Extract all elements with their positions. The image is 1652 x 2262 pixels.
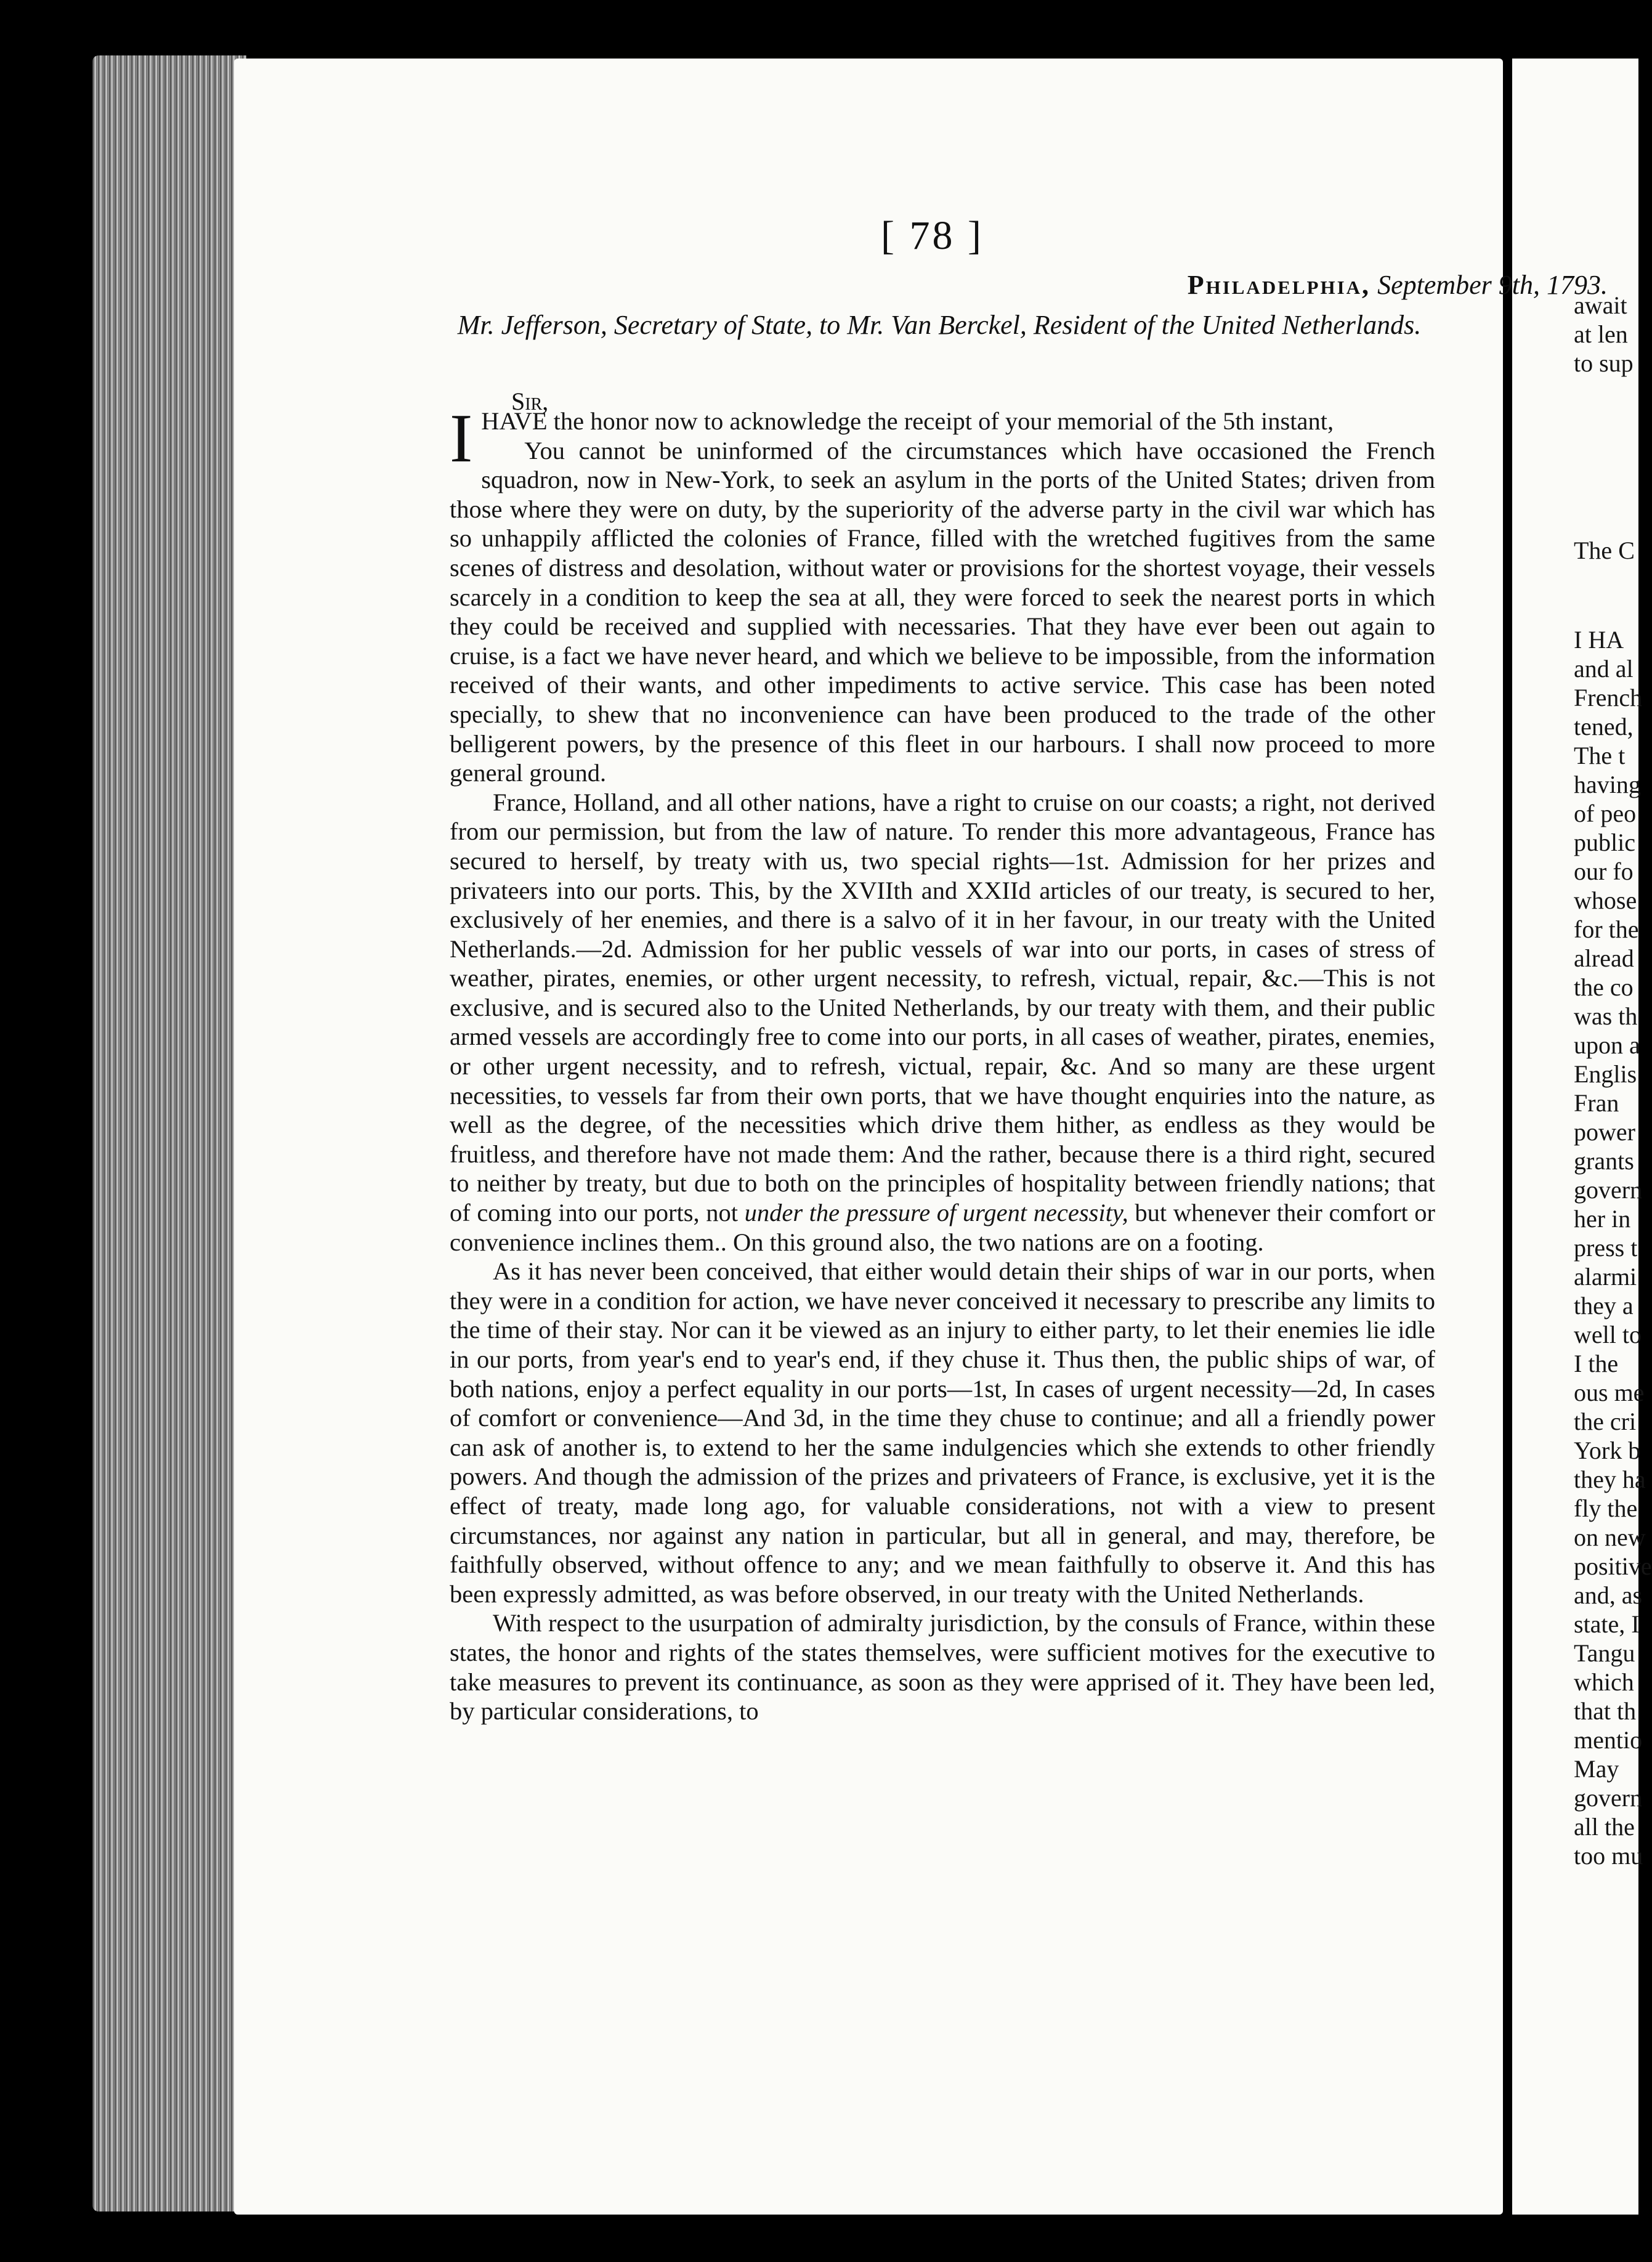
- right-page-line: well to: [1574, 1321, 1642, 1348]
- right-page-line: tened,: [1574, 713, 1634, 740]
- right-page-line: our fo: [1574, 857, 1634, 885]
- right-page-line: power: [1574, 1118, 1635, 1146]
- right-page-line: ous me: [1574, 1379, 1645, 1406]
- right-page-line: and, as: [1574, 1581, 1643, 1609]
- right-page-line: and al: [1574, 655, 1634, 683]
- right-page-line: govern: [1574, 1176, 1643, 1204]
- right-page-line: that th: [1574, 1697, 1637, 1725]
- right-page-line: govern: [1574, 1784, 1643, 1812]
- right-page-line: I HA: [1574, 626, 1624, 654]
- right-page-line: whose: [1574, 886, 1637, 914]
- right-page-line: York b: [1574, 1437, 1641, 1464]
- page-edges: [92, 55, 246, 2211]
- right-page-line: fly the: [1574, 1494, 1638, 1522]
- right-page-line: May: [1574, 1755, 1619, 1783]
- right-page-line: was th: [1574, 1002, 1638, 1030]
- paragraph-5: With respect to the usurpation of admiralty jurisdiction, by the consuls of France, within these states, the honor and rights of the states themselves, were sufficient motives for the executive to take measures to prevent its continuance, as soon as they were apprised of it. They have been led, by particular considerations, to: [450, 1609, 1435, 1725]
- right-page-line: positive: [1574, 1552, 1652, 1580]
- right-page-line: her in: [1574, 1205, 1631, 1233]
- right-page-line: they a: [1574, 1292, 1634, 1320]
- right-page-line: too mu: [1574, 1842, 1643, 1870]
- right-page-line: mentio: [1574, 1726, 1643, 1754]
- right-page-line: press t: [1574, 1234, 1638, 1262]
- right-page-line: I the: [1574, 1350, 1619, 1377]
- place-label: Philadelphia,: [1187, 270, 1371, 300]
- right-page-line: alarmi: [1574, 1263, 1637, 1291]
- paragraph-3-italic: under the pressure of urgent necessity,: [744, 1199, 1128, 1227]
- right-page-line: Tangu: [1574, 1639, 1635, 1667]
- right-page-line: to sup: [1574, 349, 1634, 377]
- right-page-line: state, I: [1574, 1610, 1640, 1638]
- right-page-line: of peo: [1574, 800, 1637, 827]
- letter-heading: Mr. Jefferson, Secretary of State, to Mr. Van Berckel, Resident of the United Netherlands.: [457, 310, 1422, 340]
- paragraph-3-end: but whenever their comfort or convenience inclines them.. On this ground also, the two nations are on a footing.: [450, 1199, 1436, 1256]
- right-page-line: upon a: [1574, 1031, 1640, 1059]
- right-page-line: which: [1574, 1668, 1634, 1696]
- right-page-line: all the: [1574, 1813, 1635, 1841]
- right-page-line: The C: [1574, 537, 1635, 564]
- drop-cap: I: [450, 400, 473, 477]
- right-page-line: they ha: [1574, 1465, 1646, 1493]
- right-page-line: having: [1574, 771, 1641, 798]
- right-page-line: on new: [1574, 1523, 1646, 1551]
- paragraph-2: You cannot be uninformed of the circumstances which have occasioned the French squadron, now in New-York, to seek an asylum in the ports of the United States; driven from those where they were on duty, by the superiority of the adverse party in the civil war which has so unhappily afflicted the colonies of France, filled with the wretched fugitives from the same scenes of distress and desolation, without water or provisions for the shortest voyage, their vessels scarcely in a condition to keep the sea at all, they were forced to seek the nearest ports in which they could be received and supplied with necessaries. That they have ever been out again to cruise, is a fact we have never heard, and which we believe to be impossible, from the information received of their wants, and other impediments to active service. This case has been noted specially, to shew that no inconvenience can have been produced to the trade of the other belligerent powers, by the presence of this fleet in our harbours. I shall now proceed to more general ground.: [450, 436, 1435, 787]
- paragraph-3-text: France, Holland, and all other nations, have a right to cruise on our coasts; a right, not derived from our permission, but from the law of nature. To render this more advantageous, France has secured to herself, by treaty with us, two special rights—1st. Admission for her prizes and privateers into our ports. This, by the XVIIth and XXIId articles of our treaty, is secured to her, exclusively of her enemies, and there is a salvo of it in her favour, in our treaty with the United Netherlands.—2d. Admission for her public vessels of war into our ports, in cases of stress of weather, pirates, enemies, or other urgent necessity, to refresh, victual, repair, &c.—This is not exclusive, and is secured also to the United Netherlands, by our treaty with them, and their public armed vessels are accordingly free to come into our ports, in all cases of weather, pirates, enemies, or other urgent necessity, and to refresh, victual, repair, &c. And so many are these urgent necessities, to vessels far from their own ports, that we have thought enquiries into the nature, as well as the degree, of the necessities which drive them hither, as endless as they would be fruitless, and therefore have not made them: And the rather, because there is a third right, secured to neither by treaty, but due to both on the principles of hospitality between friendly nations; that of coming into our ports, not: [450, 788, 1435, 1227]
- paragraph-4: As it has never been conceived, that either would detain their ships of war in our ports, when they were in a condition for action, we have never conceived it necessary to prescribe any limits to the time of their stay. Nor can it be viewed as an injury to either party, to let their enemies lie idle in our ports, from year's end to year's end, if they chuse it. Thus then, the public ships of war, of both nations, enjoy a perfect equality in our ports—1st, In cases of urgent necessity—2d, In cases of comfort or convenience—And 3d, in the time they chuse to continue; and all a friendly power can ask of another is, to extend to her the same indulgencies which she extends to other friendly powers. And though the admission of the prizes and privateers of France, is exclusive, yet it is the effect of treaty, made long ago, for valuable considerations, not with a view to present circumstances, nor against any nation in particular, but all in general, and may, therefore, be faithfully observed, without offence to any; and we mean faithfully to observe it. And this has been expressly admitted, as was before observed, in our treaty with the United Netherlands.: [450, 1257, 1435, 1608]
- page-number: [ 78 ]: [881, 213, 984, 258]
- salutation: Sir,: [511, 387, 549, 415]
- letter-date: September 9th, 1793.: [1377, 270, 1608, 300]
- paragraph-3: [450, 788, 1435, 1257]
- right-page-line: at len: [1574, 320, 1628, 348]
- right-page-line: French: [1574, 684, 1643, 711]
- right-page-line: The t: [1574, 742, 1626, 769]
- right-page-line: for the: [1574, 915, 1639, 943]
- right-page-line: Englis: [1574, 1060, 1637, 1088]
- right-page-line: grants: [1574, 1147, 1634, 1175]
- right-page-line: alread: [1574, 944, 1634, 972]
- right-page-line: the cri: [1574, 1408, 1637, 1435]
- right-page-line: await: [1574, 291, 1627, 319]
- paragraph-1-text: HAVE the honor now to acknowledge the receipt of your memorial of the 5th instant,: [481, 407, 1334, 435]
- right-page-line: public: [1574, 829, 1635, 856]
- right-page-line: the co: [1574, 973, 1634, 1001]
- right-page-line: Fran: [1574, 1089, 1619, 1117]
- place-date: [1188, 269, 1608, 301]
